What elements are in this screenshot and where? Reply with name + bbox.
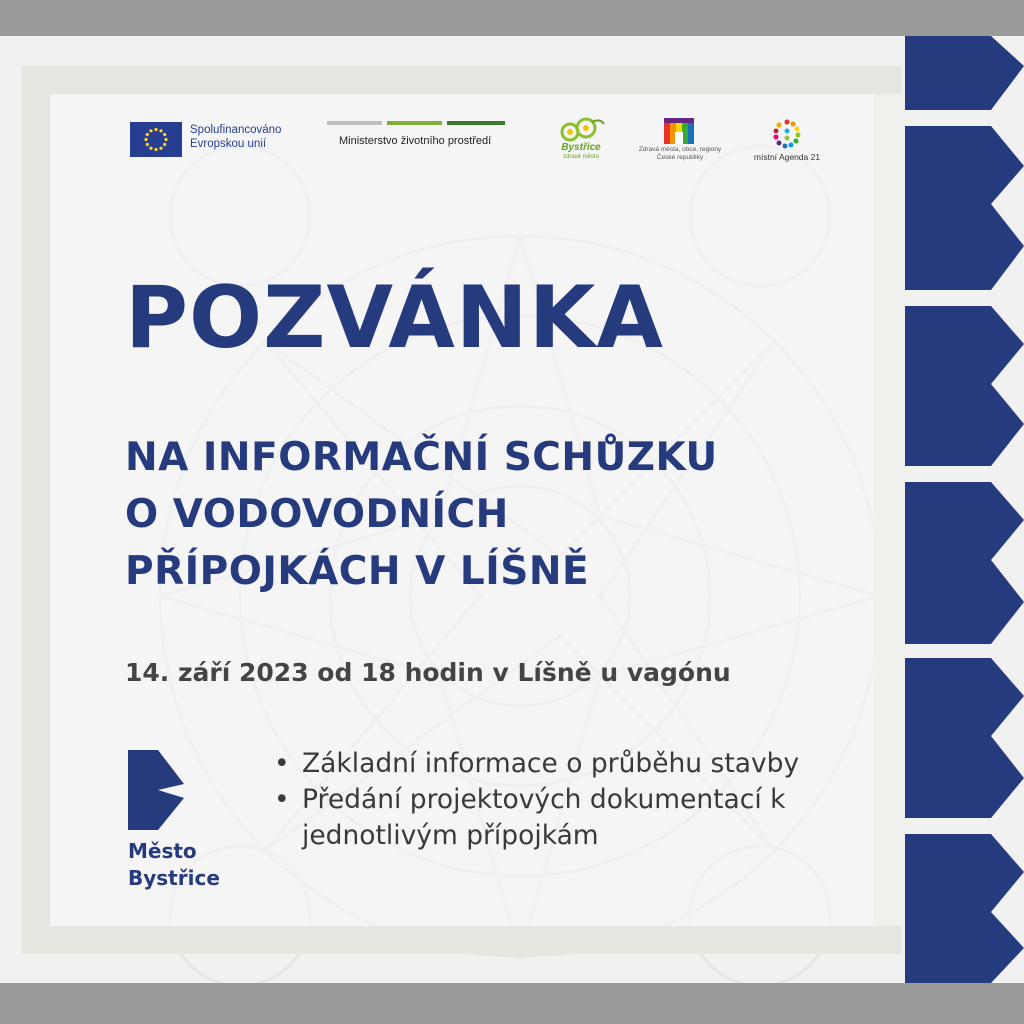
- eu-line-2: Evropskou unií: [190, 138, 267, 150]
- list-item-text: Základní informace o průběhu stavby: [302, 748, 800, 779]
- city-b-icon: [128, 750, 188, 830]
- flower-icon: [554, 116, 608, 144]
- chevron-shape: [905, 36, 1024, 110]
- dots-icon: [752, 118, 822, 150]
- eu-flag-icon: [130, 122, 182, 157]
- healthy-cities-logo: [638, 118, 722, 168]
- list-item: [272, 782, 872, 854]
- subtitle-line: O VODOVODNÍCH: [125, 492, 509, 537]
- house-icon: [638, 118, 722, 146]
- subtitle-line: PŘÍPOJKÁCH V LÍŠNĚ: [125, 549, 590, 594]
- ministry-environment-logo: [327, 121, 505, 161]
- bullet-icon: •: [274, 784, 290, 815]
- ministry-name: Ministerstvo životního prostředí: [339, 135, 492, 147]
- subtitle-line: NA INFORMAČNÍ SCHŮZKU: [125, 435, 718, 480]
- healthy-cities-line-2: České republiky: [656, 154, 704, 161]
- chevron-shape: [905, 834, 1024, 983]
- invitation-poster: [0, 36, 1024, 983]
- healthy-cities-text: [638, 146, 722, 162]
- bystrice-green-name: Bystřice: [561, 142, 601, 153]
- bystrice-green-tagline: zdravé město: [562, 154, 599, 160]
- city-name: [128, 838, 220, 892]
- agenda-21-text: místní Agenda 21: [753, 152, 821, 162]
- list-item-text: Předání projektových dokumentací k jednotlivým přípojkám: [302, 784, 786, 851]
- ministry-stripes-icon: [327, 121, 505, 125]
- chevron-shape: [905, 482, 1024, 644]
- eu-logo: [130, 122, 330, 158]
- eu-line-1: Spolufinancováno: [190, 124, 282, 136]
- local-agenda-21-logo: [752, 118, 822, 164]
- chevron-shape: [905, 126, 1024, 290]
- list-item: [272, 746, 872, 782]
- agenda-list: [272, 746, 872, 854]
- chevron-shape: [905, 306, 1024, 466]
- page-title: POZVÁNKA: [125, 268, 664, 368]
- subtitle: [125, 429, 718, 600]
- city-name-line-1: Město: [128, 839, 197, 863]
- eu-logo-text: [190, 123, 281, 151]
- chevron-band: [905, 36, 1024, 983]
- healthy-cities-line-1: Zdravá města, obce, regiony: [638, 146, 722, 153]
- city-name-line-2: Bystřice: [128, 866, 220, 890]
- bullet-icon: •: [274, 748, 290, 779]
- event-date-line: 14. září 2023 od 18 hodin v Líšně u vagónu: [125, 658, 731, 687]
- city-logo: [128, 750, 248, 900]
- bystrice-healthy-city-logo: [554, 116, 608, 166]
- chevron-shape: [905, 658, 1024, 818]
